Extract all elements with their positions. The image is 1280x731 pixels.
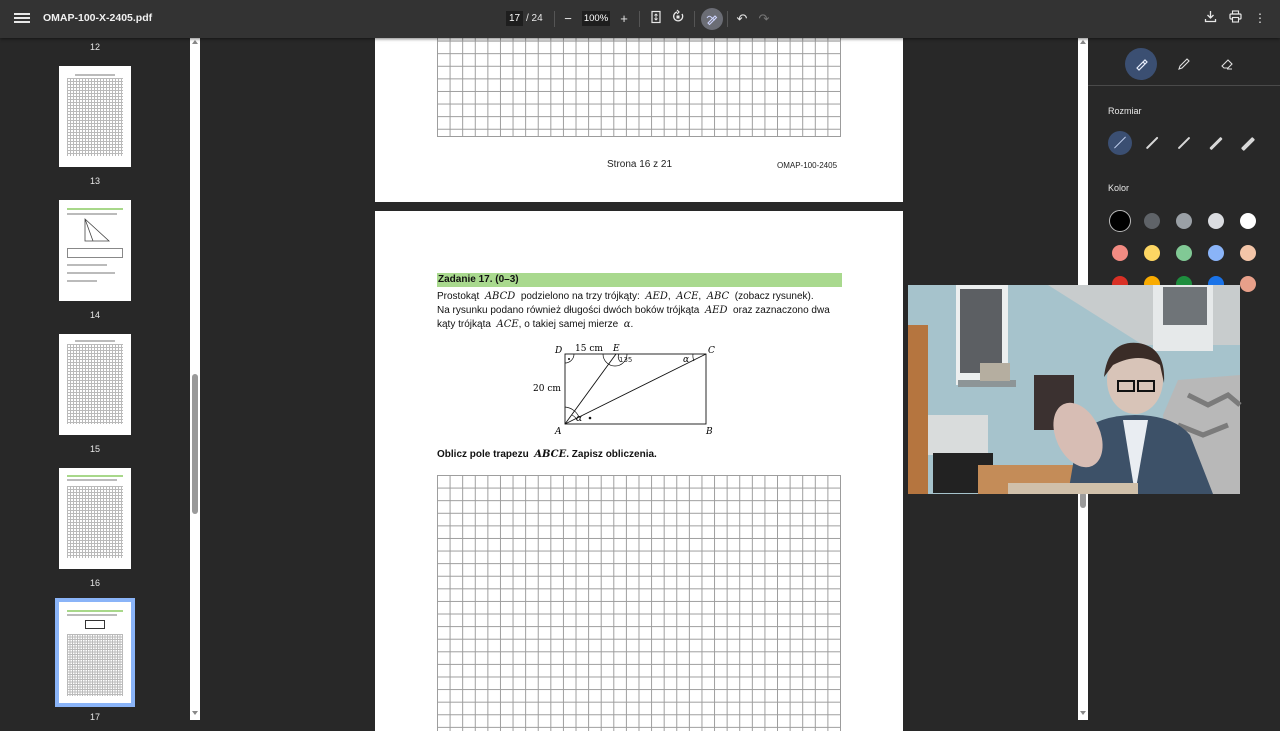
text: podzielono na trzy trójkąty: xyxy=(520,291,640,302)
pdf-toolbar xyxy=(0,0,1280,38)
thumb-task-header xyxy=(67,475,123,477)
thumbnail-number: 15 xyxy=(89,444,100,454)
eraser-icon[interactable] xyxy=(1211,48,1243,80)
main-scrollbar-thumb[interactable] xyxy=(1080,492,1086,508)
redo-icon[interactable]: ↷ xyxy=(758,11,770,26)
point-mark xyxy=(589,417,592,420)
thumbnail-number: 12 xyxy=(89,42,100,52)
hamburger-menu-icon[interactable] xyxy=(14,11,30,27)
webcam-feed-image xyxy=(908,285,1240,494)
thumb-text-line xyxy=(67,479,117,481)
thumbnail-sidebar xyxy=(0,38,190,720)
thumbnail-number: 13 xyxy=(89,176,100,186)
color-swatch[interactable] xyxy=(1144,245,1160,261)
color-swatch[interactable] xyxy=(1240,245,1256,261)
size-option-1[interactable] xyxy=(1108,131,1132,155)
color-swatch[interactable] xyxy=(1176,245,1192,261)
label-c: C xyxy=(708,346,715,356)
color-swatch[interactable] xyxy=(1240,276,1256,292)
scroll-down-arrow-icon[interactable] xyxy=(192,711,198,715)
thumbnail-number: 17 xyxy=(89,712,100,722)
document-title: OMAP-100-X-2405.pdf xyxy=(43,12,153,24)
thumbnail-page-16[interactable] xyxy=(59,468,131,569)
plus-icon[interactable]: + xyxy=(620,11,628,26)
color-swatch[interactable] xyxy=(1176,213,1192,229)
color-label: Kolor xyxy=(1108,183,1130,193)
toolbar-divider xyxy=(639,11,640,27)
minus-icon[interactable]: − xyxy=(564,11,572,26)
text: kąty trójkąta xyxy=(437,319,491,330)
pdf-page-16 xyxy=(375,28,903,202)
page-total: / 24 xyxy=(526,13,543,24)
color-swatch[interactable] xyxy=(1208,245,1224,261)
task-text-line-3: kąty trójkąta ACE, o takiej samej mierze α. xyxy=(437,319,634,330)
thumb-grid xyxy=(67,486,123,558)
fit-to-page-icon[interactable] xyxy=(646,9,666,29)
thumb-triangle-figure xyxy=(83,218,111,242)
pencil-icon[interactable] xyxy=(1168,48,1200,80)
size-option-3[interactable] xyxy=(1172,131,1196,155)
thumb-task-header xyxy=(67,208,123,210)
color-swatch[interactable] xyxy=(1208,213,1224,229)
thumb-grid xyxy=(67,634,123,696)
label-a: A xyxy=(555,427,562,437)
thumbnail-page-17[interactable] xyxy=(55,598,135,707)
math: α xyxy=(623,319,631,330)
thumbnail-number: 14 xyxy=(89,310,100,320)
text: Oblicz pole trapezu xyxy=(437,449,529,460)
color-swatch[interactable] xyxy=(1109,210,1131,232)
scroll-up-arrow-icon[interactable] xyxy=(1080,40,1086,44)
thumb-table xyxy=(67,248,123,258)
thumb-text-line xyxy=(67,213,117,215)
text: Na rysunku podano również długości dwóch boków trójkąta xyxy=(437,305,700,316)
download-icon[interactable] xyxy=(1200,9,1220,29)
color-swatch[interactable] xyxy=(1240,213,1256,229)
thumb-grid xyxy=(67,344,123,424)
panel-divider xyxy=(1088,85,1280,86)
label-b: B xyxy=(706,427,713,437)
math: AED xyxy=(645,291,668,302)
text: oraz zaznaczono dwa xyxy=(733,305,830,316)
task-text-line-2 xyxy=(437,305,830,316)
zoom-level-input[interactable]: 100% xyxy=(583,13,609,24)
scroll-down-arrow-icon[interactable] xyxy=(1080,711,1086,715)
page-footer-number: Strona 16 z 21 xyxy=(607,159,673,170)
thumb-text-line xyxy=(67,280,97,282)
more-vert-icon[interactable]: ⋮ xyxy=(1254,11,1266,25)
math: ABC xyxy=(706,291,730,302)
thumbnail-page-15[interactable] xyxy=(59,334,131,435)
handwritten-note: 135 xyxy=(619,356,633,364)
text: Prostokąt xyxy=(437,291,480,302)
text: (zobacz rysunek). xyxy=(734,291,814,302)
text: . Zapisz obliczenia. xyxy=(566,449,657,460)
highlighter-pen-icon[interactable] xyxy=(1125,48,1157,80)
label-angle-a: α xyxy=(576,414,583,424)
thumb-text-line xyxy=(67,614,117,616)
toolbar-divider xyxy=(694,11,695,27)
rotate-icon[interactable] xyxy=(668,9,688,29)
color-swatch[interactable] xyxy=(1112,245,1128,261)
math: ABCD xyxy=(484,291,516,302)
thumbnail-page-14[interactable] xyxy=(59,200,131,301)
thumbnail-page-13[interactable] xyxy=(59,66,131,167)
toolbar-divider xyxy=(554,11,555,27)
color-swatch[interactable] xyxy=(1144,213,1160,229)
label-e: E xyxy=(613,344,620,354)
task-text-line-1: Prostokąt ABCD podzielono na trzy trójkąty: AED, ACE, ABC (zobacz rysunek). xyxy=(437,291,814,302)
thumb-text-line xyxy=(75,340,115,342)
size-label: Rozmiar xyxy=(1108,106,1142,116)
undo-icon[interactable]: ↶ xyxy=(736,11,748,26)
size-option-4[interactable] xyxy=(1204,131,1228,155)
toolbar-divider xyxy=(727,11,728,27)
thumb-text-line xyxy=(67,272,115,274)
label-d: D xyxy=(555,346,563,356)
pdf-page-17 xyxy=(375,211,903,731)
label-top-length: 15 cm xyxy=(575,344,603,354)
thumb-grid xyxy=(67,78,123,156)
scroll-up-arrow-icon[interactable] xyxy=(192,40,198,44)
page-footer-code: OMAP-100-2405 xyxy=(777,161,838,170)
task-question xyxy=(437,449,657,460)
math: AED xyxy=(704,305,728,316)
thumb-task-header xyxy=(67,610,123,612)
sidebar-scrollbar-thumb[interactable] xyxy=(192,374,198,514)
thumb-text-line xyxy=(67,264,107,266)
math: ACE xyxy=(496,319,519,330)
task-title: Zadanie 17. (0–3) xyxy=(437,273,842,287)
math: ABCE xyxy=(534,449,567,460)
right-angle-dot xyxy=(568,358,570,360)
label-left-length: 20 cm xyxy=(533,384,561,394)
size-option-2[interactable] xyxy=(1140,131,1164,155)
thumbnail-number: 16 xyxy=(89,578,100,588)
thumb-text-line xyxy=(75,74,115,76)
text: , o takiej samej mierze xyxy=(518,319,619,330)
math: ACE xyxy=(676,291,699,302)
annotate-pen-icon[interactable] xyxy=(701,8,723,30)
webcam-video-overlay xyxy=(908,285,1240,494)
segment-ae xyxy=(565,354,616,424)
answer-grid xyxy=(437,28,841,137)
page-number-input[interactable]: 17 xyxy=(506,11,523,26)
label-angle-c: α xyxy=(683,355,690,365)
print-icon[interactable] xyxy=(1225,9,1245,29)
answer-grid xyxy=(437,475,841,731)
thumb-rectangle-figure xyxy=(85,620,105,629)
size-option-5[interactable] xyxy=(1236,131,1260,155)
rectangle-figure xyxy=(533,341,723,441)
